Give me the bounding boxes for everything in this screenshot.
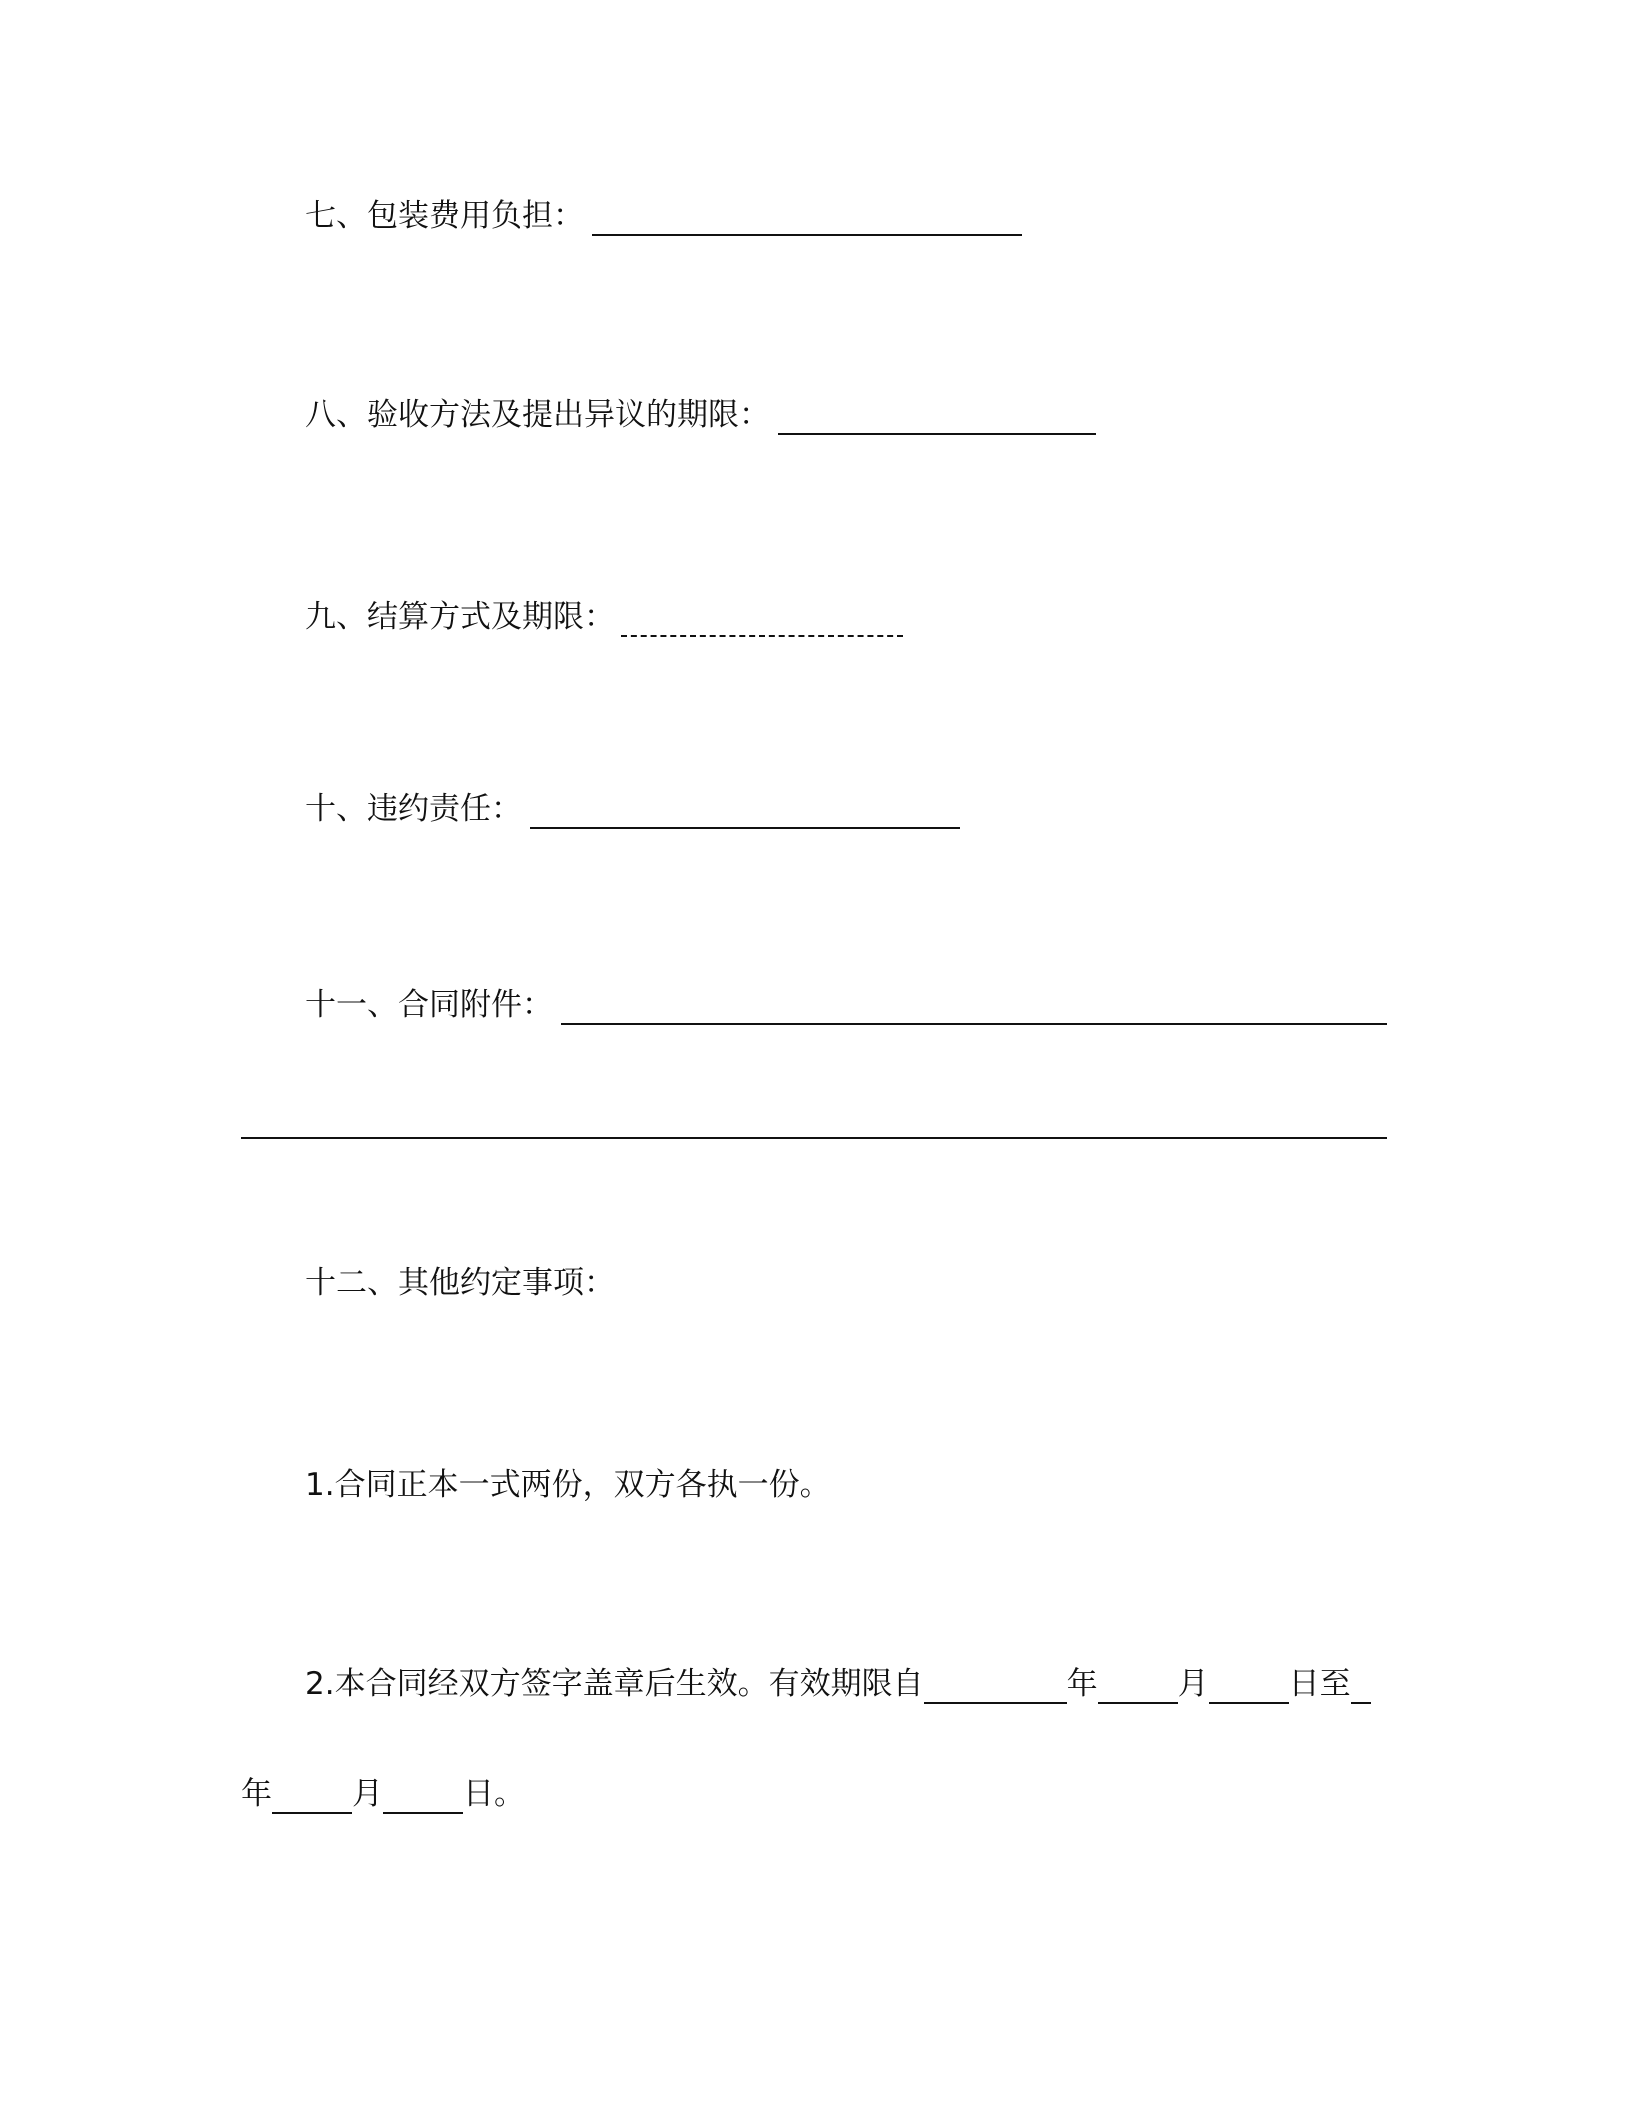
blank-field (561, 993, 1387, 1025)
clause-attachments (305, 985, 1387, 1025)
clause-label: 八、验收方法及提出异议的期限： (305, 397, 770, 433)
blank-field (621, 605, 903, 637)
item-validity (305, 1664, 1371, 1704)
item-text: 2.本合同经双方签字盖章后生效。有效期限自 (305, 1666, 924, 1702)
month-label: 月 (1177, 1666, 1209, 1702)
blank-field (383, 1782, 463, 1814)
day-label: 日至 (1288, 1666, 1351, 1702)
blank-field (530, 797, 960, 829)
clause-acceptance-method (305, 395, 1096, 435)
blank-field (592, 204, 1022, 236)
clause-label: 九、结算方式及期限： (305, 599, 615, 635)
year-label: 年 (1066, 1666, 1098, 1702)
blank-field (272, 1782, 352, 1814)
item-text: 1.合同正本一式两份，双方各执一份。 (305, 1467, 831, 1503)
month-label: 月 (352, 1776, 383, 1812)
year-label: 年 (241, 1776, 272, 1812)
blank-field (924, 1672, 1067, 1704)
clause-label: 七、包装费用负担： (305, 198, 584, 234)
blank-field (1351, 1672, 1371, 1704)
item-copies (305, 1465, 831, 1505)
clause-label: 十、违约责任： (305, 791, 522, 827)
item-validity-continued (241, 1774, 525, 1814)
blank-field (1098, 1672, 1178, 1704)
clause-settlement (305, 597, 903, 637)
clause-packaging-cost (305, 196, 1022, 236)
day-end-label: 日。 (463, 1776, 525, 1812)
attachments-continuation-line (241, 1137, 1387, 1139)
clause-breach-liability (305, 789, 960, 829)
clause-other-terms (305, 1263, 615, 1303)
blank-field (778, 403, 1096, 435)
blank-field (1209, 1672, 1289, 1704)
clause-label: 十一、合同附件： (305, 987, 553, 1023)
clause-label: 十二、其他约定事项： (305, 1265, 615, 1301)
